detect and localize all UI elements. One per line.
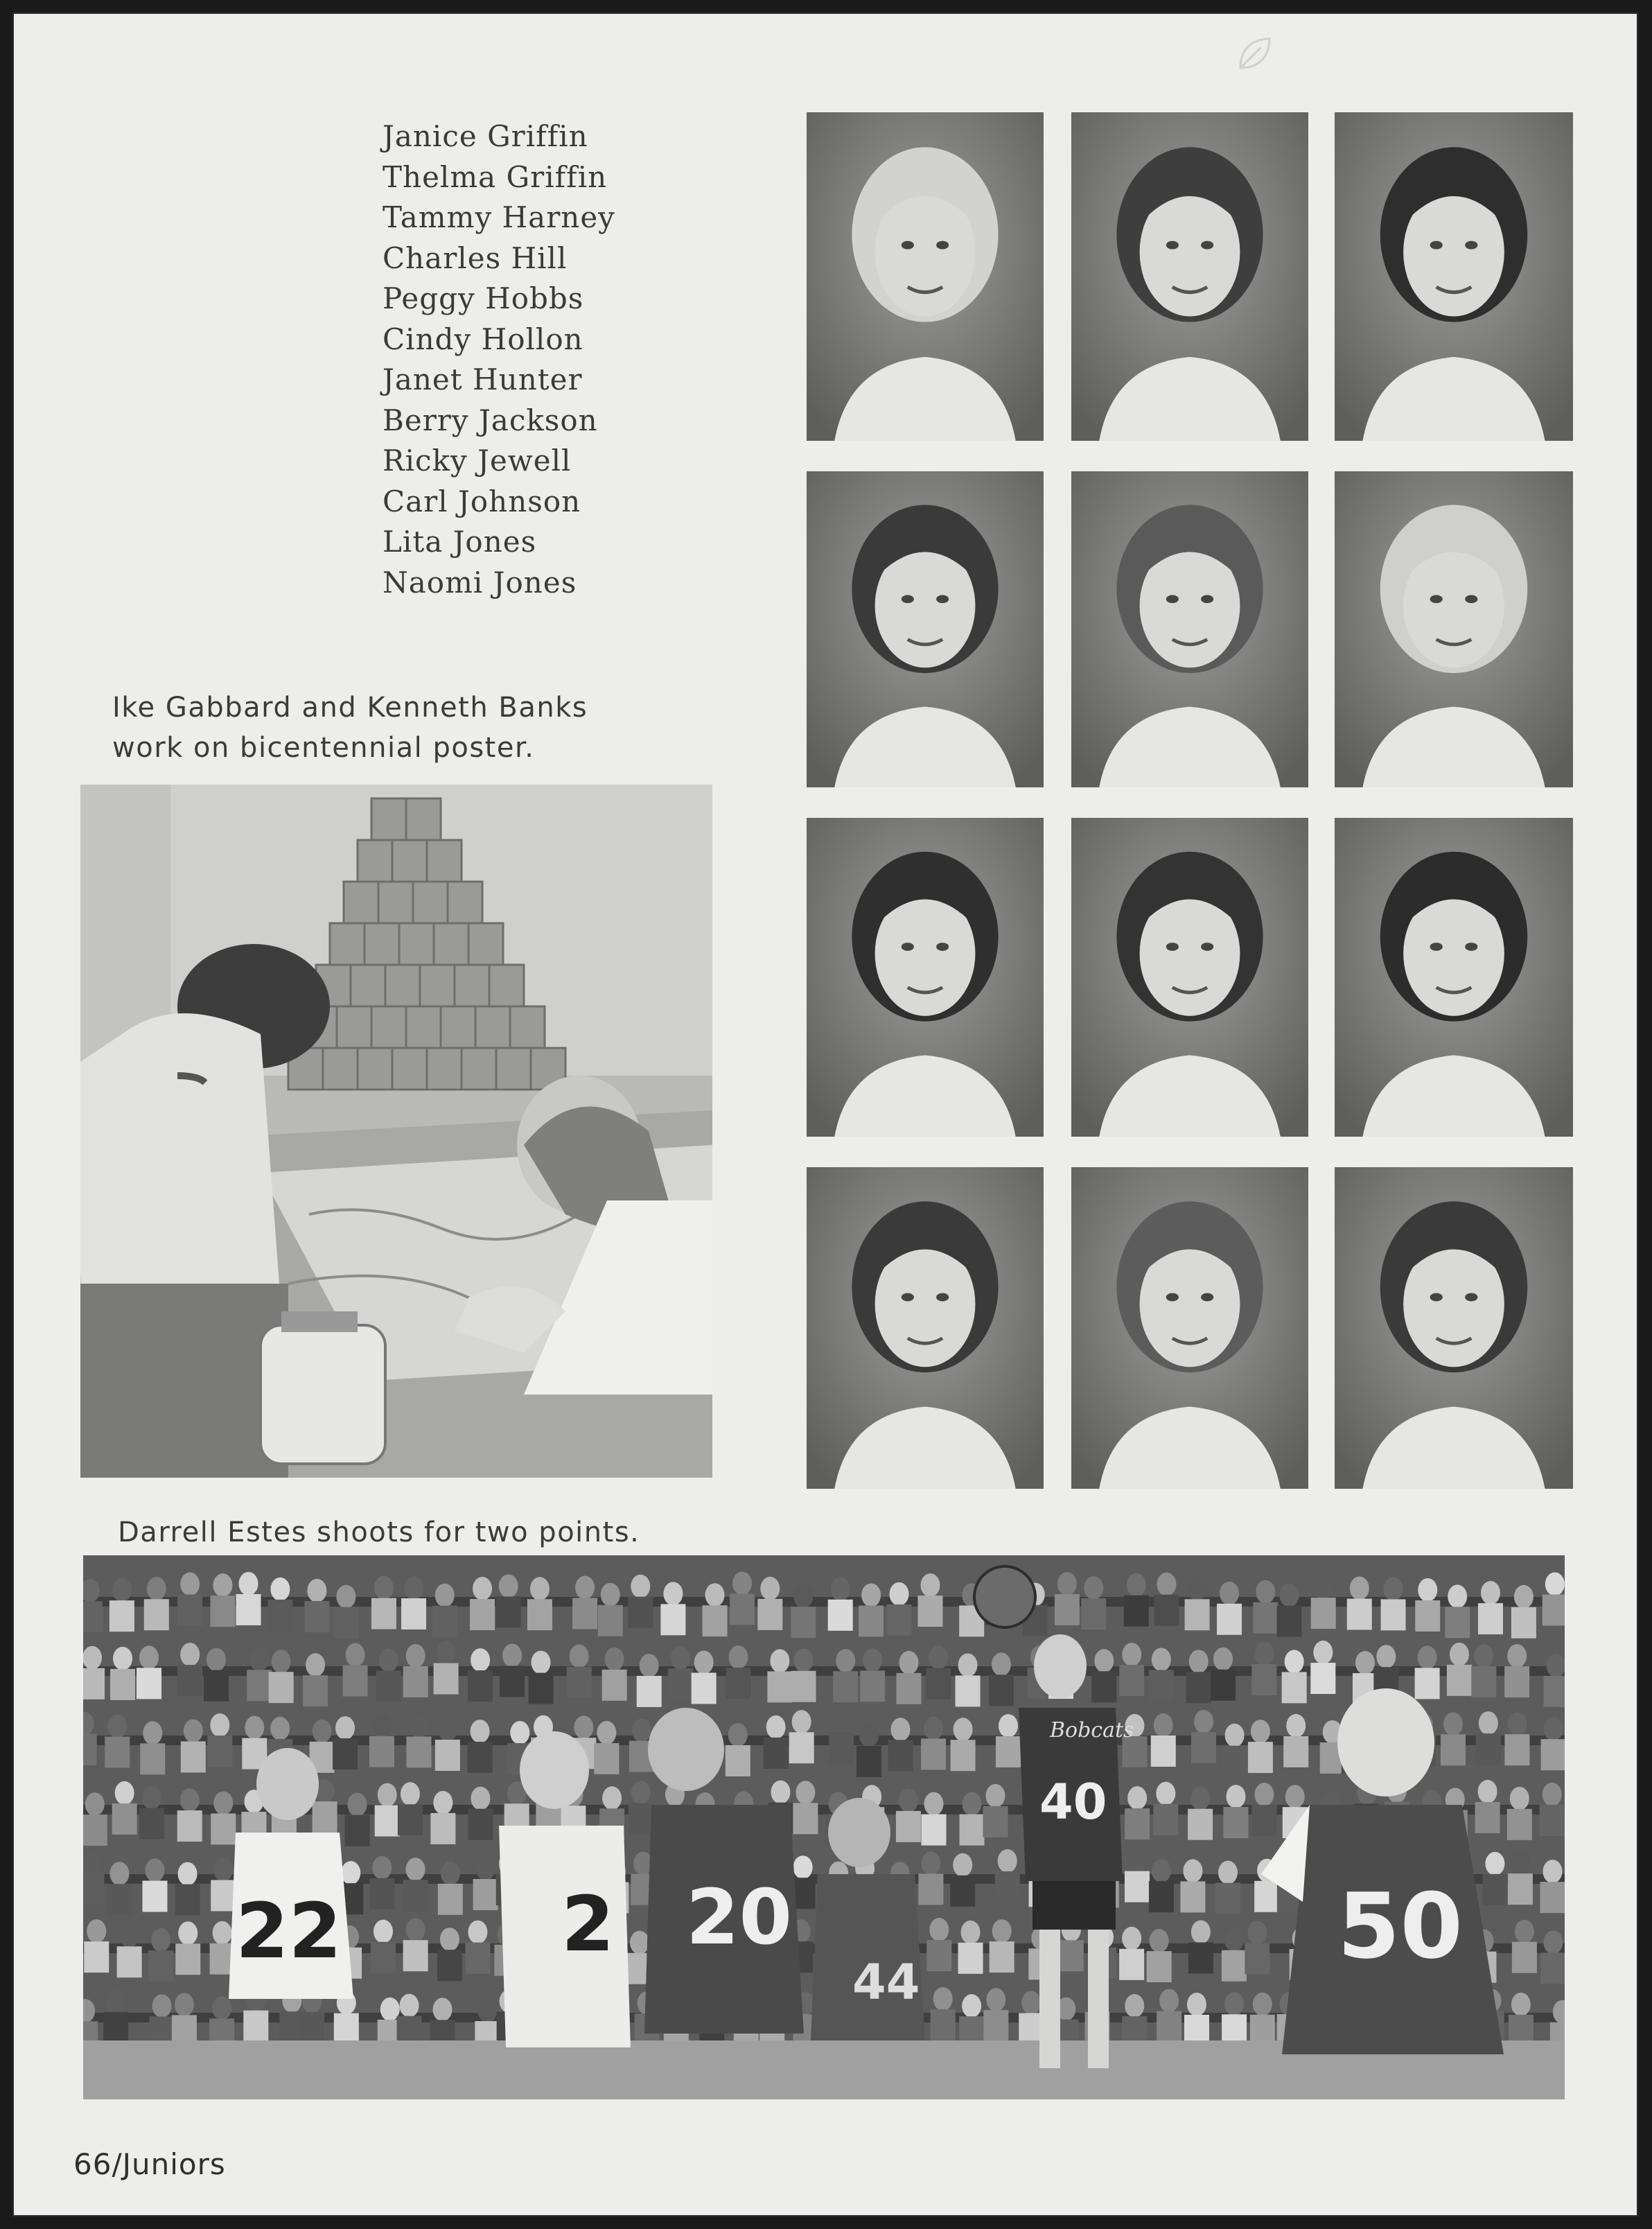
- student-name: Cindy Hollon: [383, 322, 583, 356]
- student-portrait: [1071, 1167, 1308, 1489]
- student-name: Tammy Harney: [383, 200, 615, 234]
- yearbook-page: [12, 12, 1638, 2217]
- student-name: Naomi Jones: [383, 565, 577, 600]
- jersey-20: 20: [686, 1873, 793, 1961]
- student-name: Janice Griffin: [383, 119, 588, 153]
- student-portrait: [1335, 1167, 1573, 1489]
- student-name: Janet Hunter: [383, 362, 583, 396]
- student-name: Thelma Griffin: [383, 159, 608, 194]
- student-portrait: [1071, 471, 1308, 787]
- student-portrait: [1335, 112, 1573, 441]
- student-portrait: [807, 471, 1044, 787]
- student-portrait: [807, 112, 1044, 441]
- student-portrait: [807, 818, 1044, 1137]
- student-portrait: [1071, 112, 1308, 441]
- jersey-2: 2: [561, 1880, 615, 1968]
- student-name: Peggy Hobbs: [383, 281, 584, 315]
- poster-caption-line-2: work on bicentennial poster.: [112, 732, 535, 764]
- leaf-watermark-icon: [1233, 33, 1275, 75]
- jersey-22: 22: [236, 1887, 342, 1975]
- basketball-photo: [83, 1555, 1565, 2099]
- page-footer: 66/Juniors: [73, 2147, 226, 2181]
- poster-photo: [80, 785, 712, 1478]
- poster-photo-caption: [112, 688, 588, 768]
- jersey-lettering: Bobcats: [1050, 1718, 1134, 1742]
- student-name: Ricky Jewell: [383, 444, 572, 478]
- student-portrait: [1335, 818, 1573, 1137]
- student-name: Lita Jones: [383, 525, 537, 559]
- jersey-50: 50: [1337, 1873, 1463, 1979]
- student-name: Charles Hill: [383, 241, 568, 275]
- basketball-ball: [974, 1566, 1035, 1627]
- student-portrait: [1071, 818, 1308, 1137]
- student-portrait: [807, 1167, 1044, 1489]
- jersey-40: 40: [1039, 1774, 1107, 1830]
- student-name: Berry Jackson: [383, 403, 598, 437]
- student-name: Carl Johnson: [383, 484, 581, 518]
- jersey-44: 44: [852, 1954, 920, 2011]
- poster-caption-line-1: Ike Gabbard and Kenneth Banks: [112, 692, 588, 724]
- student-name-list: [383, 116, 615, 603]
- basketball-photo-caption: Darrell Estes shoots for two points.: [118, 1516, 640, 1548]
- student-portrait: [1335, 471, 1573, 787]
